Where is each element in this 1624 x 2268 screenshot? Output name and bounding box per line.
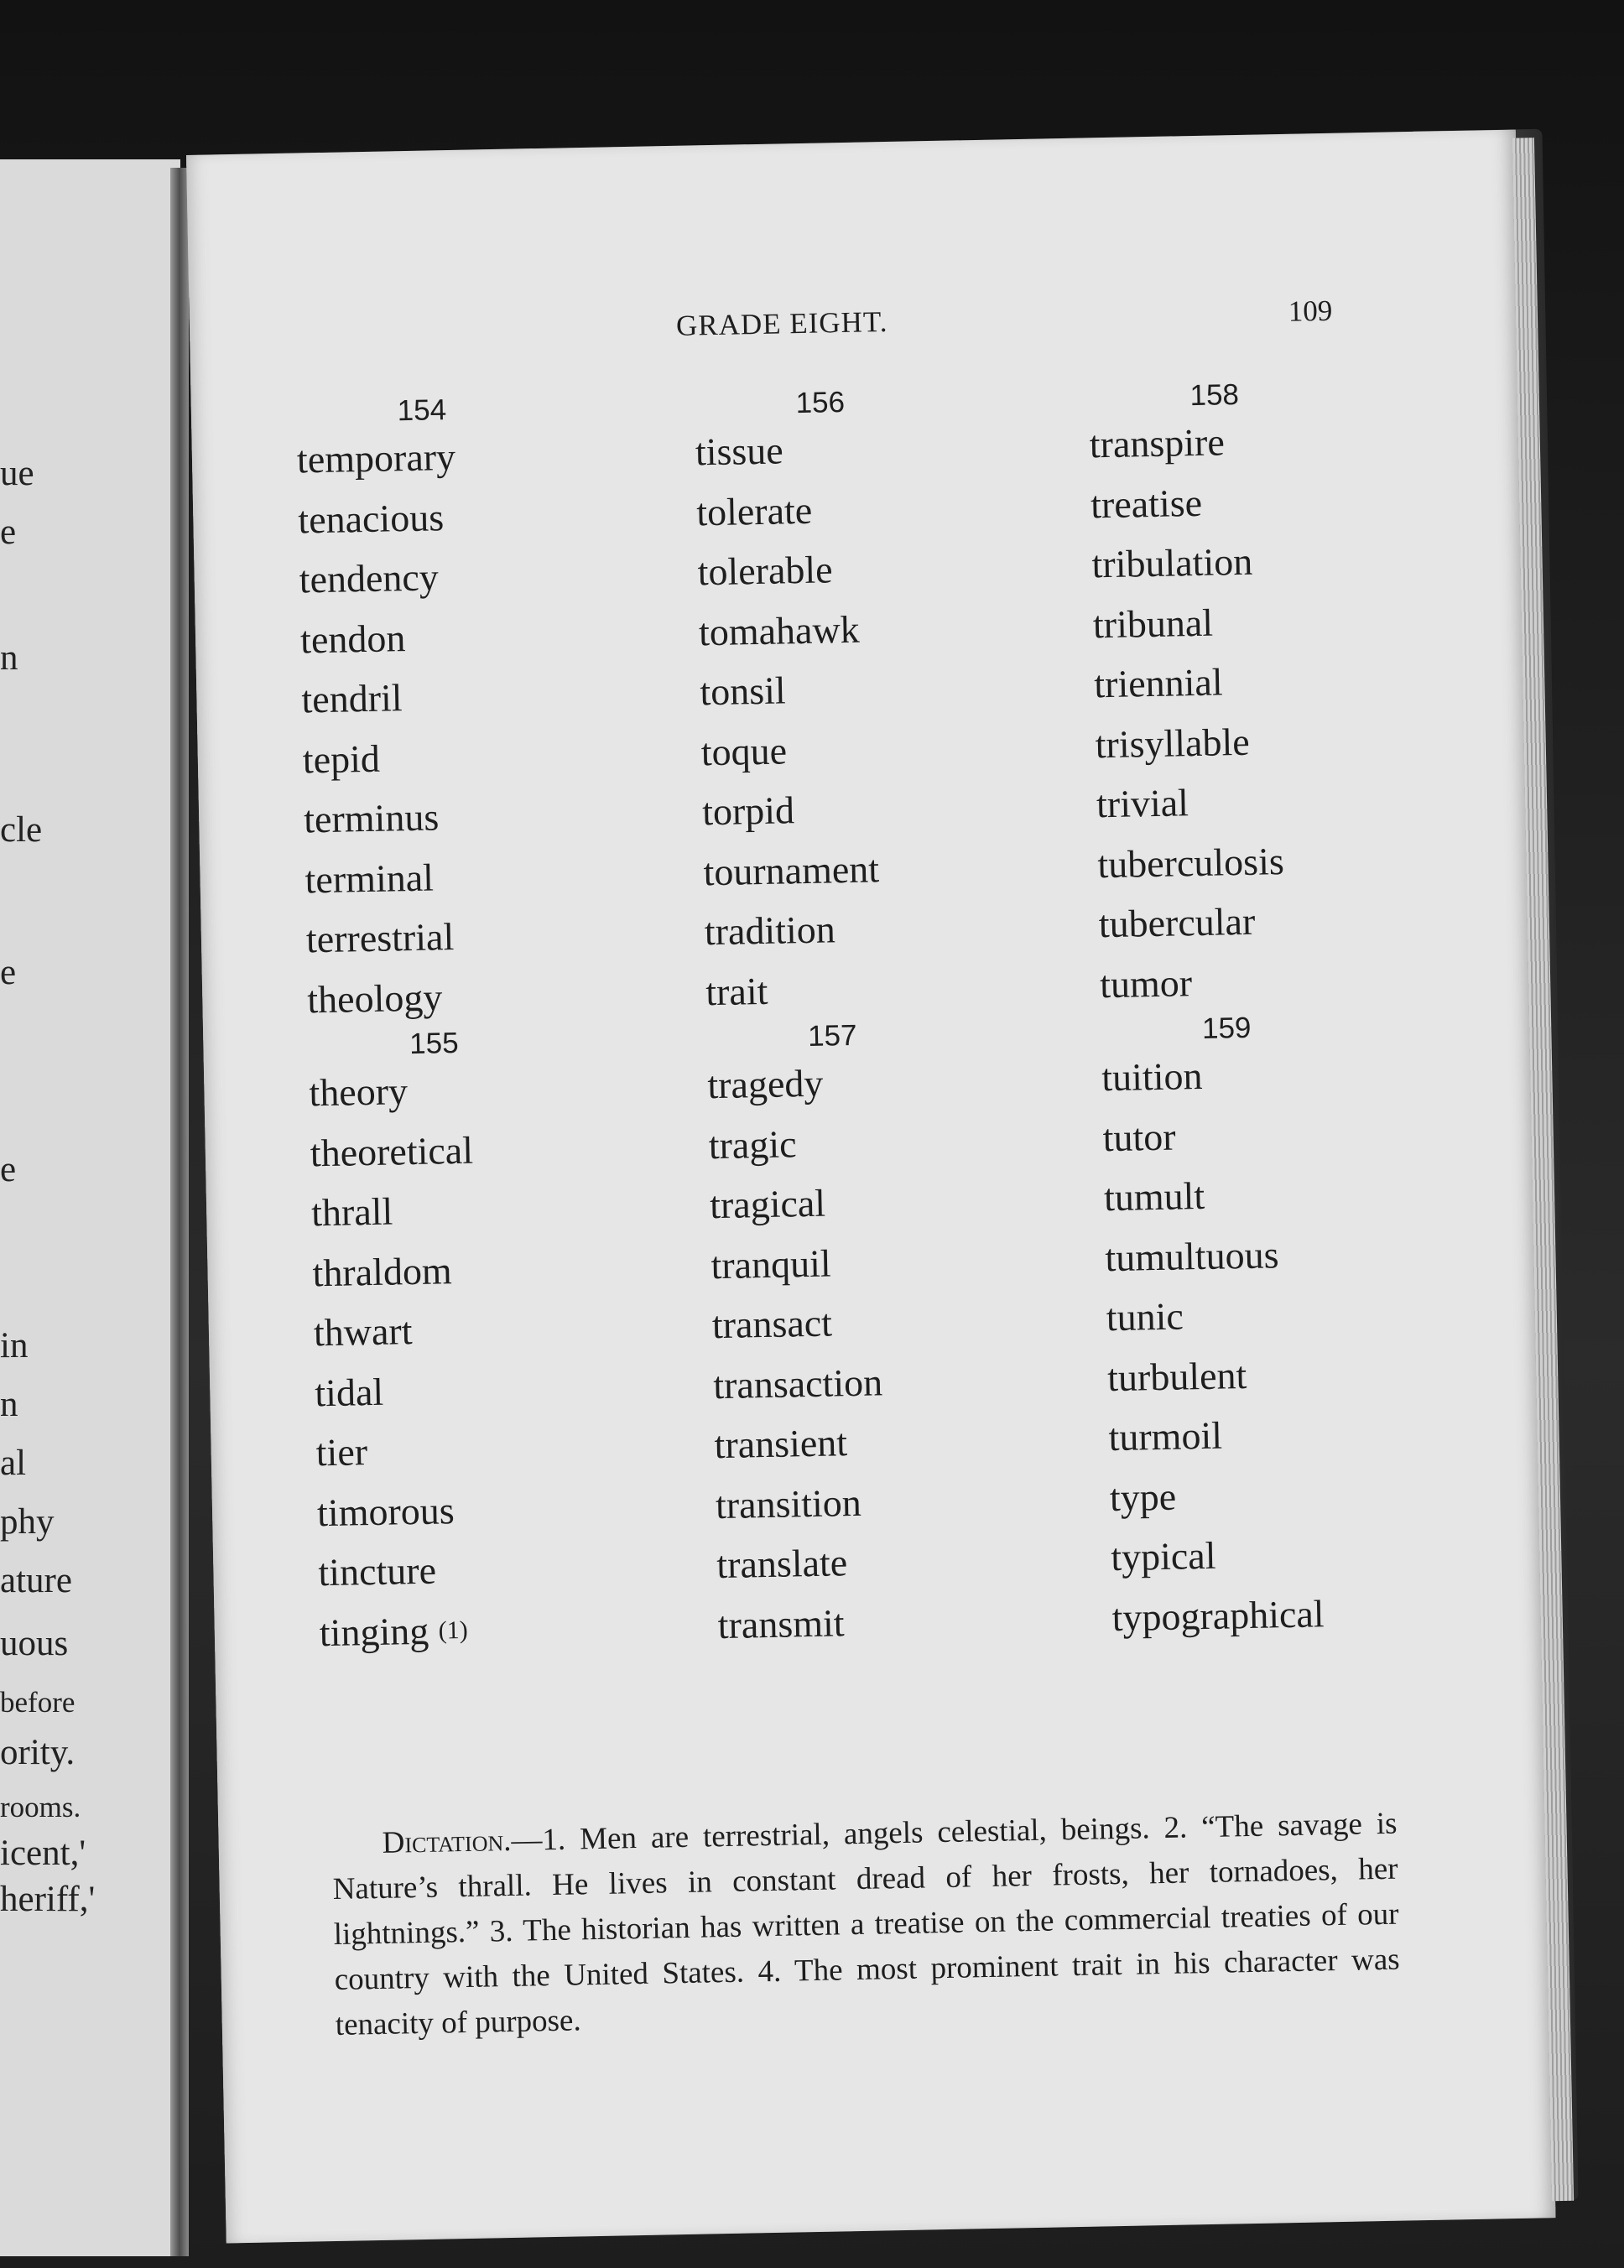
word: tunic — [1106, 1294, 1184, 1339]
left-fragment: e — [0, 953, 17, 992]
lesson-number: 158 — [1189, 377, 1240, 413]
word: theology — [306, 975, 443, 1021]
word: terrestrial — [305, 915, 455, 961]
word: tenacious — [297, 495, 445, 542]
word: thwart — [313, 1309, 413, 1355]
word: torpid — [701, 788, 795, 834]
lesson-number: 159 — [1201, 1011, 1252, 1045]
word: tradition — [704, 908, 836, 954]
word: turbulent — [1106, 1353, 1247, 1399]
running-head: GRADE EIGHT. — [675, 304, 888, 342]
word: tendency — [299, 555, 440, 601]
book-gutter — [170, 168, 189, 2256]
word: timorous — [316, 1488, 455, 1534]
word-column-1 — [296, 389, 715, 1663]
word: tumult — [1103, 1173, 1205, 1220]
left-fragment: ue — [0, 454, 34, 493]
left-fragment: icent,' — [0, 1834, 86, 1873]
word: trisyllable — [1095, 720, 1251, 766]
word: terminus — [303, 795, 440, 841]
word: terminal — [304, 856, 435, 901]
word: tincture — [317, 1548, 437, 1594]
word: tomahawk — [698, 607, 861, 653]
word: tournament — [703, 846, 880, 893]
left-fragment: e — [0, 1150, 17, 1189]
left-fragment: uous — [0, 1624, 69, 1663]
word: treatise — [1090, 481, 1203, 526]
word-column-3 — [1088, 373, 1507, 1647]
left-fragment: cle — [0, 810, 43, 850]
word: transmit — [717, 1600, 845, 1646]
word-column-2 — [694, 381, 1112, 1655]
word: typical — [1110, 1533, 1216, 1579]
word: tuition — [1101, 1053, 1203, 1100]
word: tidal — [314, 1370, 384, 1414]
word: theory — [308, 1069, 409, 1115]
dictation-paragraph — [331, 1802, 1401, 2048]
word: tonsil — [699, 668, 787, 714]
word: tuberculosis — [1096, 839, 1285, 886]
dictation-label: Dictation. — [382, 1823, 512, 1860]
left-fragment: rooms. — [0, 1791, 81, 1823]
lesson-number: 157 — [807, 1018, 857, 1053]
word: temporary — [296, 434, 456, 481]
word: tumultuous — [1104, 1232, 1279, 1279]
lesson-number: 155 — [409, 1026, 459, 1061]
word: tumor — [1099, 960, 1193, 1006]
lesson-number: 154 — [397, 393, 447, 428]
left-fragment: ority. — [0, 1733, 75, 1772]
word: theoretical — [310, 1128, 474, 1174]
dictation-text: —1. Men are terrestrial, angels celestial, beings. 2. “The savage is Nature’s thrall. He lives in constant dread of her frosts, her tornadoes, her lightnings.” 3. The historian has written a treatise on the commercial treaties of our country with the United States. 4. The most prominent trait in his character was tenacity of purpose. — [332, 1806, 1400, 2042]
word: trivial — [1096, 781, 1189, 826]
word: transient — [714, 1421, 848, 1467]
word: tissue — [695, 429, 784, 474]
left-fragment: before — [0, 1686, 75, 1719]
word: tragic — [708, 1121, 797, 1167]
left-fragment: phy — [0, 1502, 55, 1542]
left-page-fragment — [0, 159, 180, 2256]
word: tolerable — [697, 548, 834, 594]
word: thrall — [310, 1189, 393, 1235]
word: tier — [315, 1430, 368, 1475]
word: tragedy — [706, 1061, 824, 1107]
word: thraldom — [312, 1248, 453, 1294]
lesson-number: 156 — [795, 385, 846, 420]
page-number: 109 — [1288, 294, 1333, 328]
word: tinging — [319, 1609, 429, 1654]
left-fragment: n — [0, 1385, 18, 1424]
word: tepid — [302, 736, 381, 781]
word: tolerate — [695, 488, 813, 533]
left-fragment: heriff,' — [0, 1880, 96, 1919]
right-page — [186, 130, 1556, 2244]
word: tribulation — [1091, 539, 1253, 586]
word: typographical — [1111, 1591, 1325, 1639]
word-with-note — [319, 1595, 714, 1663]
word: transpire — [1089, 420, 1226, 466]
word: trait — [705, 969, 768, 1013]
left-fragment: in — [0, 1326, 29, 1365]
word: tutor — [1102, 1115, 1177, 1159]
word: transaction — [712, 1360, 883, 1407]
word: tribunal — [1092, 601, 1214, 646]
word: transition — [715, 1480, 862, 1527]
word: tranquil — [710, 1241, 832, 1287]
word: tendril — [300, 676, 403, 721]
word: turmoil — [1108, 1413, 1223, 1459]
left-fragment: e — [0, 512, 17, 552]
word: tubercular — [1098, 899, 1256, 946]
word: tendon — [299, 616, 406, 661]
word: toque — [700, 728, 788, 773]
left-fragment: al — [0, 1444, 27, 1483]
word: tragical — [709, 1181, 826, 1227]
word: triennial — [1093, 660, 1224, 706]
left-fragment: ature — [0, 1561, 72, 1600]
footnote-marker: (1) — [438, 1615, 468, 1645]
left-fragment: n — [0, 638, 18, 678]
word: translate — [716, 1541, 848, 1587]
word: type — [1109, 1475, 1177, 1519]
word: transact — [711, 1301, 833, 1347]
